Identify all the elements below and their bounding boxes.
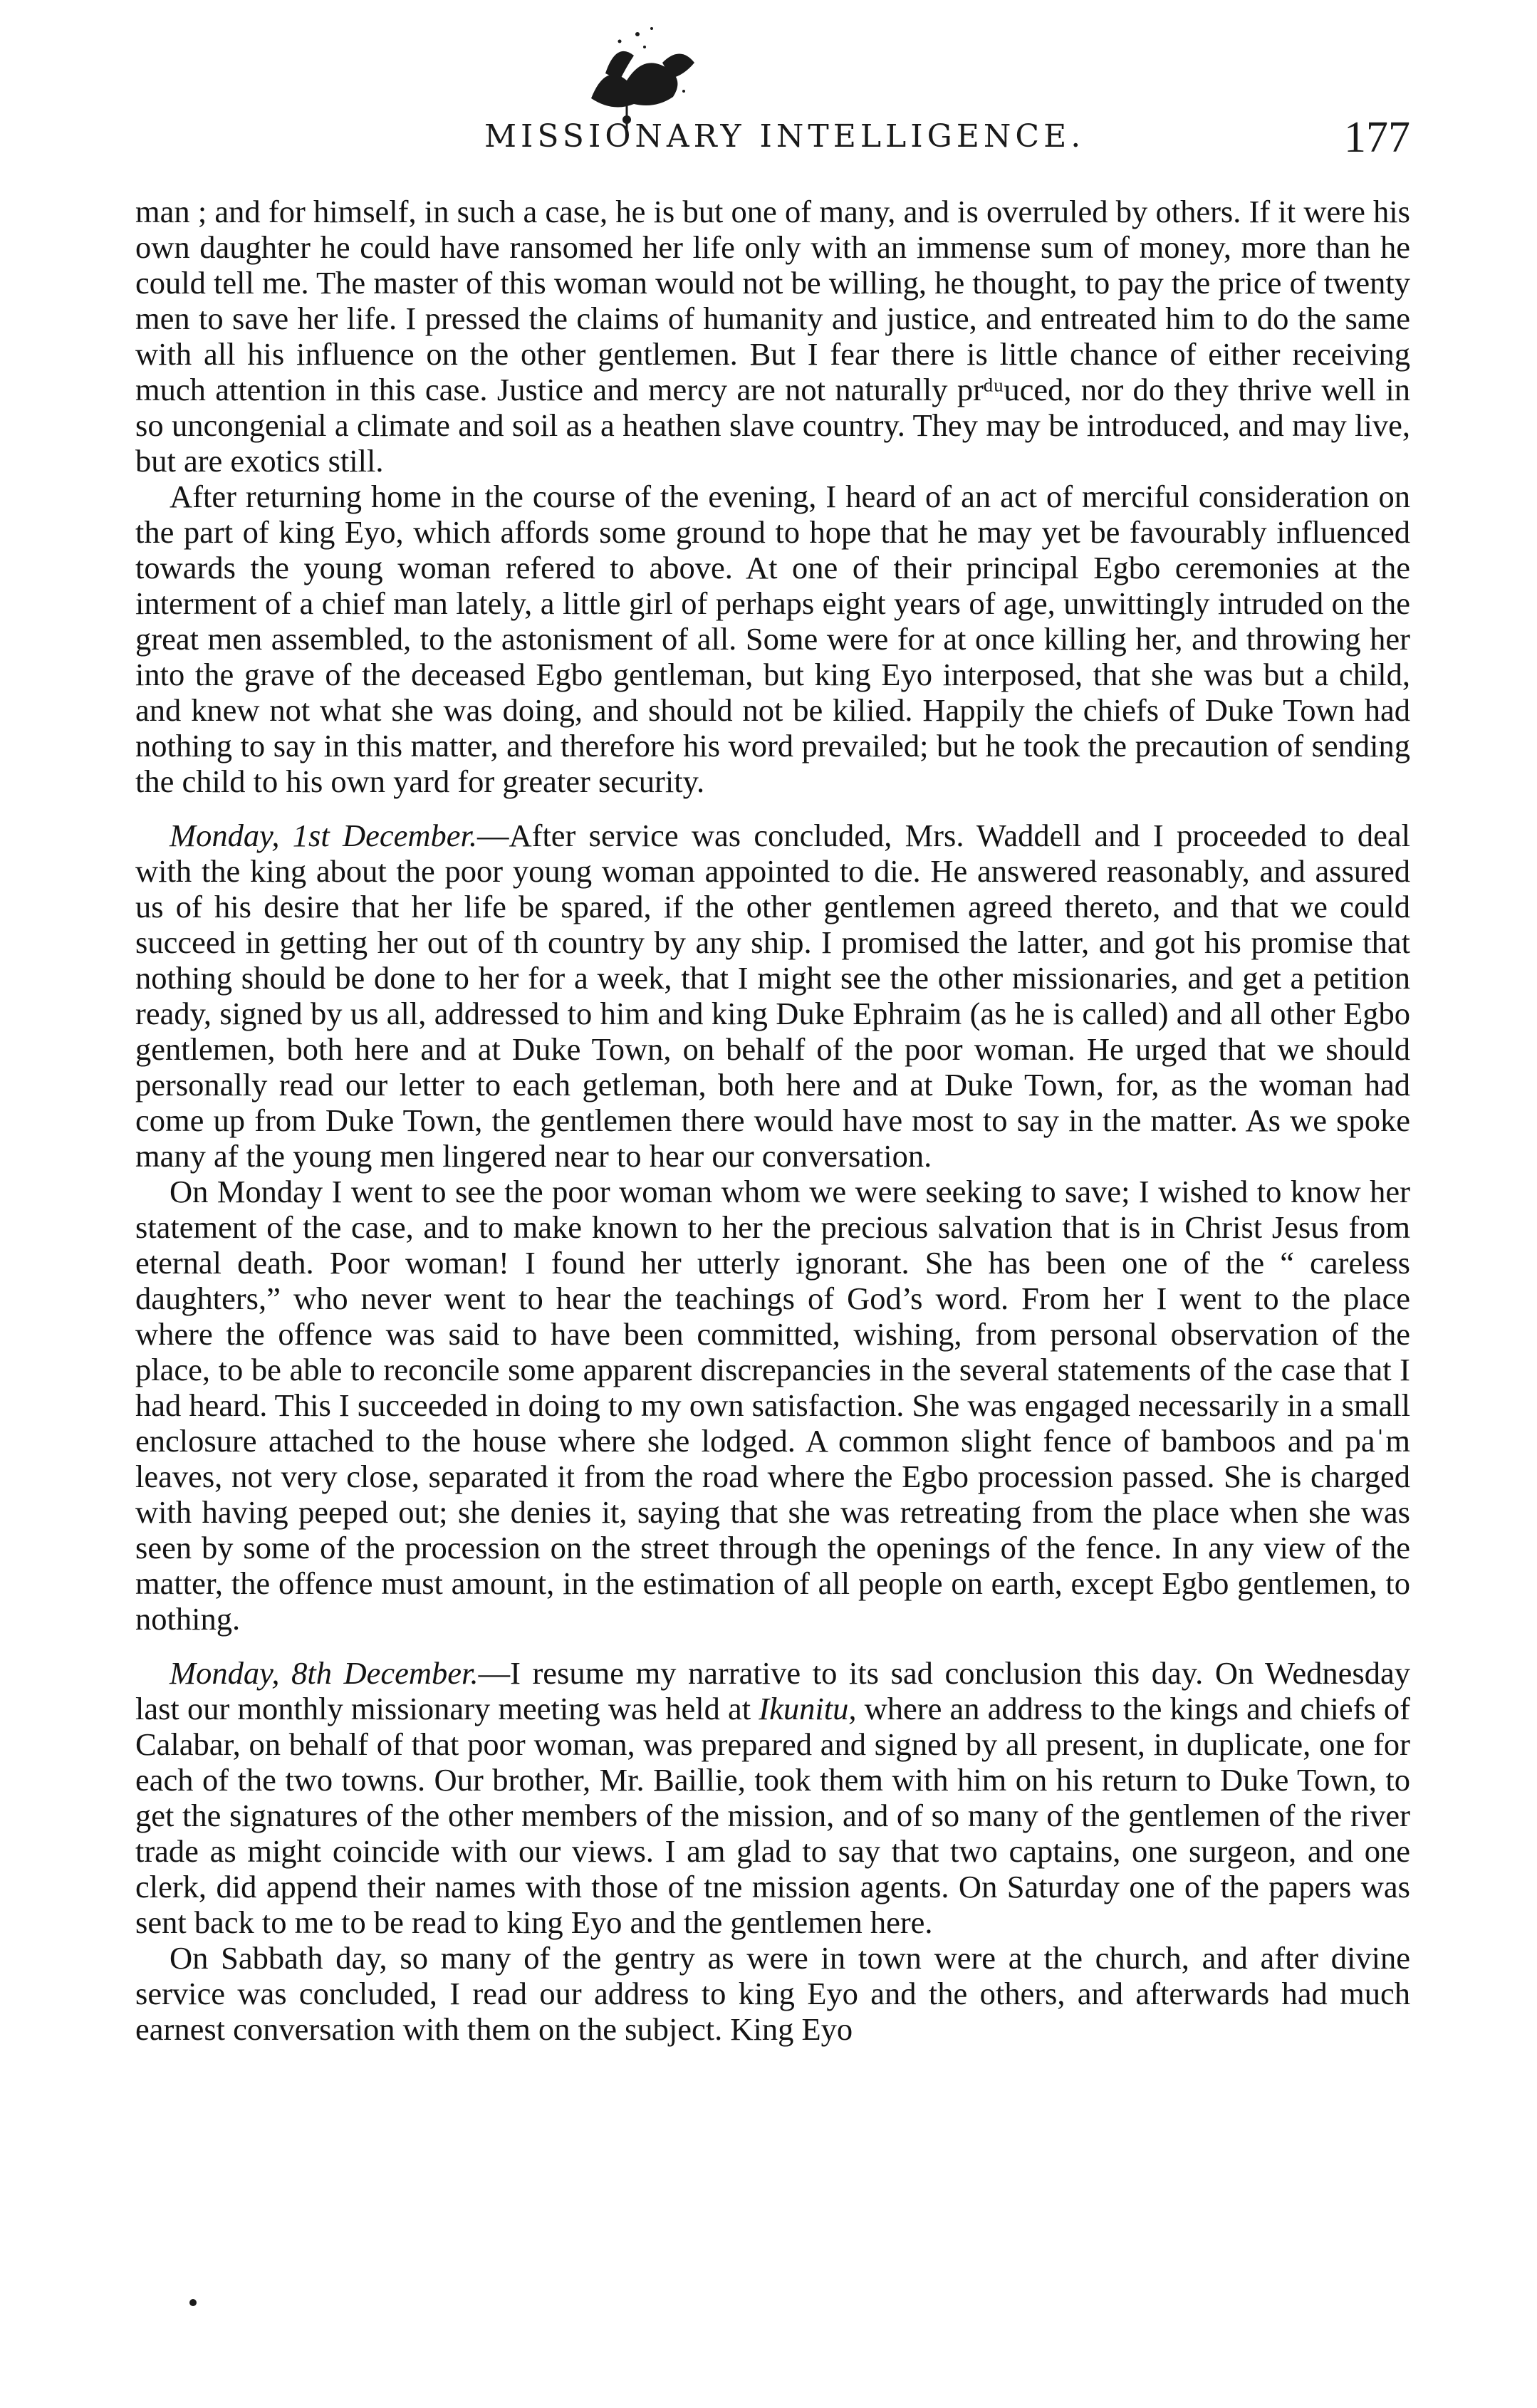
paragraph-text: man ; and for himself, in such a case, he is but one of many, and is overruled by others. If it were his own daughter he could have ransomed her life only with an immense sum of money, more than he could tell me. The master of this woman would not be willing, he thought, to pay the price of twenty men to save her life. I pressed the claims of humanity and justice, and entreated him to do the same with all his influence on the other gentlemen. But I fear there is little chance of either receiving much attention in this case. Justice and mercy are not naturally prᵈᵘuced, nor do they thrive well in so uncongenial a climate and soil as a heathen slave country. They may be introduced, and may live, but are exotics still. <box>135 194 1410 479</box>
paragraph <box>135 479 1410 799</box>
entry-date: Monday, 1st December. <box>170 818 477 853</box>
page-header <box>135 113 1410 162</box>
article-body <box>135 194 1410 2047</box>
paragraph-text: —After service was concluded, Mrs. Waddell and I proceeded to deal with the king about the poor young woman appointed to die. He answered reasonably, and assured us of his desire that her life be spared, if the other gentlemen agreed thereto, and that we could succeed in getting her out of th country by any ship. I promised the latter, and got his promise that nothing should be done to her for a week, that I might see the other missionaries, and get a petition ready, signed by us all, addressed to him and king Duke Ephraim (as he is called) and all other Egbo gentlemen, both here and at Duke Town, on behalf of the poor woman. He urged that we should personally read our letter to each getleman, both here and at Duke Town, for, as the woman had come up from Duke Town, the gentlemen there would have most to say in the matter. As we spoke many af the young men lingered near to hear our conversation. <box>135 818 1410 1174</box>
paragraph <box>135 1174 1410 1637</box>
place-name: Ikunitu, <box>759 1691 857 1726</box>
running-title: MISSIONARY INTELLIGENCE. <box>484 118 1085 155</box>
stray-mark <box>189 2299 197 2306</box>
paragraph-text: On Sabbath day, so many of the gentry as were in town were at the church, and after divine service was concluded, I read our address to king Eyo and the others, and afterwards had much earnest conversation with them on the subject. King Eyo <box>135 1940 1410 2047</box>
page-number: 177 <box>1344 113 1410 162</box>
paragraph-text: After returning home in the course of the evening, I heard of an act of merciful consideration on the part of king Eyo, which affords some ground to hope that he may yet be favourably influenced towards the young woman refered to above. At one of their principal Egbo ceremonies at the interment of a chief man lately, a little girl of perhaps eight years of age, unwittingly intruded on the great men assembled, to the astonisment of all. Some were for at once killing her, and throwing her into the grave of the deceased Egbo gentleman, but king Eyo interposed, that she was but a child, and knew not what she was doing, and should not be kilied. Happily the chiefs of Duke Town had nothing to say in this matter, and therefore his word prevailed; but he took the precaution of sending the child to his own yard for greater security. <box>135 479 1410 799</box>
entry-date: Monday, 8th December. <box>170 1655 479 1691</box>
paragraph-text: where an address to the kings and chiefs of Calabar, on behalf of that poor woman, was prepared and signed by all present, in duplicate, one for each of the two towns. Our brother, Mr. Baillie, took them with him on his return to Duke Town, to get the signatures of the other members of the mission, and of so many of the gentlemen of the river trade as might coincide with our views. I am glad to say that two captains, one surgeon, and one clerk, did append their names with those of tne mission agents. On Saturday one of the papers was sent back to me to be read to king Eyo and the gentlemen here. <box>135 1691 1410 1940</box>
paragraph-text: On Monday I went to see the poor woman whom we were seeking to save; I wished to know her statement of the case, and to make known to her the precious salvation that is in Christ Jesus from eternal death. Poor woman! I found her utterly ignorant. She has been one of the “ careless daughters,” who never went to hear the teachings of God’s word. From her I went to the place where the offence was said to have been committed, wishing, from personal observation of the place, to be able to reconcile some apparent discrepancies in the several statements of the case that I had heard. This I succeeded in doing to my own satisfaction. She was engaged necessarily in a small enclosure attached to the house where she lodged. A common slight fence of bamboos and paˈm leaves, not very close, separated it from the road where the Egbo procession passed. She is charged with having peeped out; she denies it, saying that she was retreating from the place when she was seen by some of the procession on the street through the openings of the fence. In any view of the matter, the offence must amount, in the estimation of all people on earth, except Egbo gentlemen, to nothing. <box>135 1174 1410 1637</box>
paragraph <box>135 194 1410 479</box>
paragraph <box>135 1940 1410 2047</box>
paragraph <box>135 1655 1410 1940</box>
paragraph-text: —I resume my narrative to its sad conclusion this day. On Wednesday last our monthly missionary meeting was held at <box>135 1655 1410 1726</box>
paragraph <box>135 818 1410 1174</box>
